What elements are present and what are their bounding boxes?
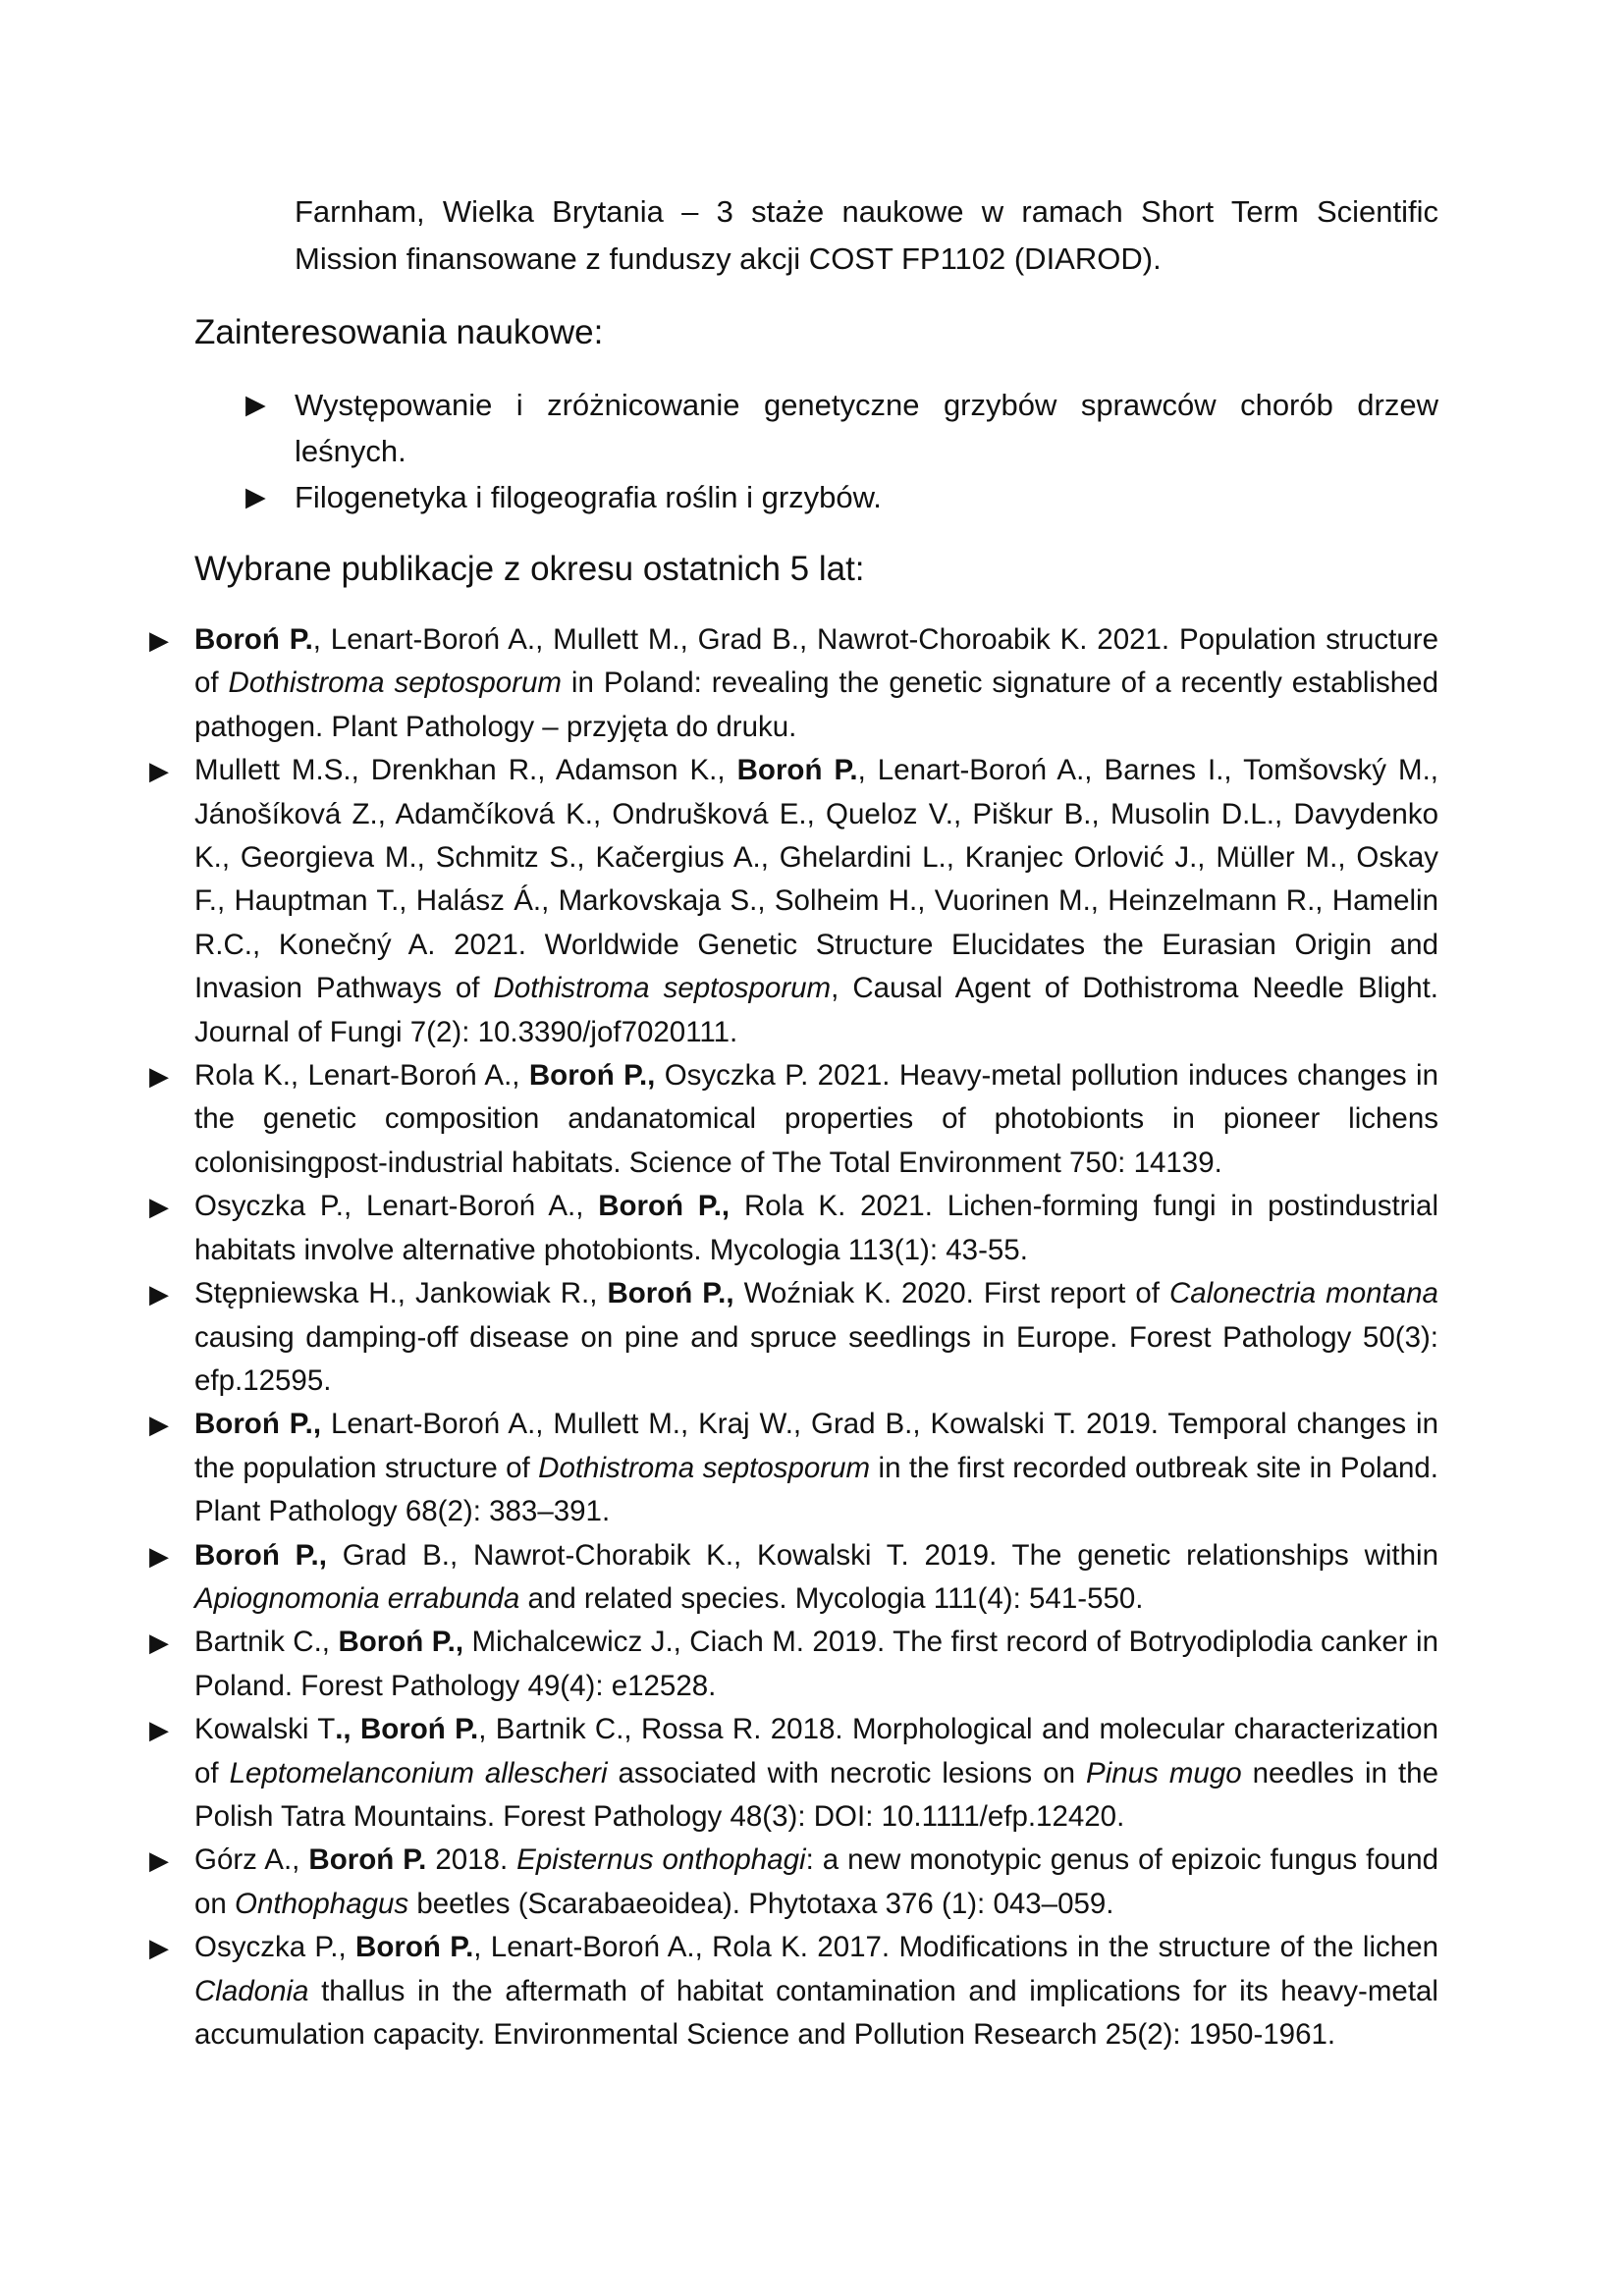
author-name-bold: Boroń P. <box>194 623 313 656</box>
citation-text: Rola K., Lenart-Boroń A., <box>194 1059 529 1093</box>
citation-text: Osyczka P. 2021. Heavy-metal pollution induces changes in the genetic composition andanatomical properties of photobionts in pioneer lichens colonisingpost-industrial habitats. Science of The Total Environment 750: 14139. <box>194 1059 1438 1179</box>
intro-paragraph <box>295 188 1438 283</box>
author-name-bold: Boroń P., <box>607 1277 734 1310</box>
citation-text: , Lenart-Boroń A., Mullett M., Grad B., Nawrot-Choroabik K. 2021. Population structure of <box>194 623 1438 700</box>
publication-item <box>149 749 1438 1054</box>
interest-text: Występowanie i zróżnicowanie genetyczne grzybów sprawców chorób drzew leśnych. <box>295 388 1438 468</box>
author-name-bold: Boroń P., <box>338 1626 464 1659</box>
citation-text: Lenart-Boroń A., Mullett M., Kraj W., Grad B., Kowalski T. 2019. Temporal changes in the population structure of <box>194 1408 1438 1484</box>
bullet-triangle-icon: ▶ <box>149 1279 169 1309</box>
interests-heading: Zainteresowania naukowe: <box>194 313 604 351</box>
bullet-triangle-icon: ▶ <box>245 482 266 511</box>
publication-item <box>149 1839 1438 1926</box>
bullet-triangle-icon: ▶ <box>149 1410 169 1440</box>
publications-list <box>149 618 1438 2056</box>
bullet-triangle-icon: ▶ <box>245 390 266 419</box>
author-name-bold: Boroń P., <box>194 1408 322 1441</box>
citation-text: Osyczka P., <box>194 1931 356 1964</box>
citation-text: 2018. <box>426 1843 517 1877</box>
publication-item <box>149 1708 1438 1839</box>
species-name-italic: Pinus mugo <box>1086 1756 1242 1789</box>
species-name-italic: Dothistroma septosporum <box>228 667 563 700</box>
citation-text: Bartnik C., <box>194 1626 339 1659</box>
bullet-triangle-icon: ▶ <box>149 1845 169 1876</box>
citation-text: , Causal Agent of Dothistroma Needle Blight. Journal of Fungi 7(2): 10.3390/jof7020111. <box>194 972 1438 1048</box>
author-name-bold: Boroń P., <box>528 1059 656 1093</box>
publication-item <box>149 1185 1438 1272</box>
citation-text: needles in the Polish Tatra Mountains. Forest Pathology 48(3): DOI: 10.1111/efp.12420. <box>194 1756 1438 1833</box>
intro-text: Farnham, Wielka Brytania – 3 staże naukowe w ramach Short Term Scientific Mission finansowane z funduszy akcji COST FP1102 (DIAROD). <box>295 194 1438 276</box>
publication-item <box>149 1403 1438 1533</box>
citation-text: Woźniak K. 2020. First report of <box>733 1277 1169 1310</box>
interests-list <box>245 382 1438 520</box>
citation-text: Michalcewicz J., Ciach M. 2019. The first record of Botryodiplodia canker in Poland. Forest Pathology 49(4): e12528. <box>194 1626 1438 1702</box>
citation-text: beetles (Scarabaeoidea). Phytotaxa 376 (1): 043–059. <box>408 1887 1114 1920</box>
author-name-bold: Boroń P. <box>308 1843 427 1877</box>
bullet-triangle-icon: ▶ <box>149 1933 169 1963</box>
species-name-italic: Onthophagus <box>235 1887 409 1920</box>
citation-text: : a new monotypic genus of epizoic fungus found on <box>194 1843 1439 1920</box>
citation-text: associated with necrotic lesions on <box>607 1756 1087 1789</box>
citation-text: in the first recorded outbreak site in Poland. Plant Pathology 68(2): 383–391. <box>194 1451 1438 1528</box>
publication-item <box>149 618 1438 749</box>
citation-text: Rola K. 2021. Lichen-forming fungi in postindustrial habitats involve alternative photobionts. Mycologia 113(1): 43-55. <box>194 1190 1438 1266</box>
author-name-bold: ., Boroń P. <box>335 1713 479 1746</box>
species-name-italic: Dothistroma septosporum <box>493 972 832 1005</box>
author-name-bold: Boroń P. <box>736 754 858 787</box>
citation-text: in Poland: revealing the genetic signature of a recently established pathogen. Plant Pathology – przyjęta do druku. <box>194 667 1438 743</box>
citation-text: thallus in the aftermath of habitat contamination and implications for its heavy-metal accumulation capacity. Environmental Science and Pollution Research 25(2): 1950-1961. <box>194 1974 1438 2051</box>
publication-item <box>149 1054 1438 1185</box>
citation-text: Górz A., <box>194 1843 309 1877</box>
bullet-triangle-icon: ▶ <box>149 1192 169 1222</box>
citation-text: Osyczka P., Lenart-Boroń A., <box>194 1190 599 1223</box>
interest-item <box>245 474 1438 520</box>
publication-item <box>149 1926 1438 2056</box>
citation-text: , Lenart-Boroń A., Barnes I., Tomšovský M., Jánošíková Z., Adamčíková K., Ondrušková E., Queloz V., Piškur B., Musolin D.L., Davydenko K., Georgieva M., Schmitz S., Kačergius A., Ghelardini L., Kranjec Orlović J., Müller M., Oskay F., Hauptman T., Halász Á., Markovskaja S., Solheim H., Vuorinen M., Heinzelmann R., Hamelin R.C., Konečný A. 2021. Worldwide Genetic Structure Elucidates the Eurasian Origin and Invasion Pathways of <box>194 754 1438 1005</box>
bullet-triangle-icon: ▶ <box>149 1628 169 1658</box>
citation-text: , Bartnik C., Rossa R. 2018. Morphological and molecular characterization of <box>194 1713 1438 1789</box>
bullet-triangle-icon: ▶ <box>149 1540 169 1571</box>
citation-text: Mullett M.S., Drenkhan R., Adamson K., <box>194 754 737 787</box>
citation-text: Grad B., Nawrot-Chorabik K., Kowalski T. 2019. The genetic relationships within <box>326 1538 1438 1572</box>
citation-text: Kowalski T <box>194 1713 336 1746</box>
bullet-triangle-icon: ▶ <box>149 1715 169 1745</box>
interest-item <box>245 382 1438 474</box>
bullet-triangle-icon: ▶ <box>149 1061 169 1092</box>
citation-text: , Lenart-Boroń A., Rola K. 2017. Modifications in the structure of the lichen <box>473 1931 1439 1964</box>
citation-text: and related species. Mycologia 111(4): 541-550. <box>519 1581 1144 1615</box>
species-name-italic: Apiognomonia errabunda <box>194 1581 520 1615</box>
species-name-italic: Cladonia <box>194 1974 309 2007</box>
publication-item <box>149 1534 1438 1622</box>
species-name-italic: Calonectria montana <box>1168 1277 1438 1310</box>
publications-heading: Wybrane publikacje z okresu ostatnich 5 lat: <box>194 550 865 588</box>
species-name-italic: Leptomelanconium allescheri <box>229 1756 608 1789</box>
author-name-bold: Boroń P. <box>355 1931 474 1964</box>
publication-item <box>149 1272 1438 1403</box>
bullet-triangle-icon: ▶ <box>149 625 169 655</box>
interest-text: Filogenetyka i filogeografia roślin i grzybów. <box>295 480 882 514</box>
author-name-bold: Boroń P., <box>598 1190 731 1223</box>
citation-text: Stępniewska H., Jankowiak R., <box>194 1277 608 1310</box>
bullet-triangle-icon: ▶ <box>149 756 169 786</box>
publication-item <box>149 1621 1438 1708</box>
citation-text: causing damping-off disease on pine and spruce seedlings in Europe. Forest Pathology 50(3): efp.12595. <box>194 1320 1438 1397</box>
species-name-italic: Episternus onthophagi <box>516 1843 806 1877</box>
author-name-bold: Boroń P., <box>194 1538 327 1572</box>
species-name-italic: Dothistroma septosporum <box>538 1451 871 1484</box>
